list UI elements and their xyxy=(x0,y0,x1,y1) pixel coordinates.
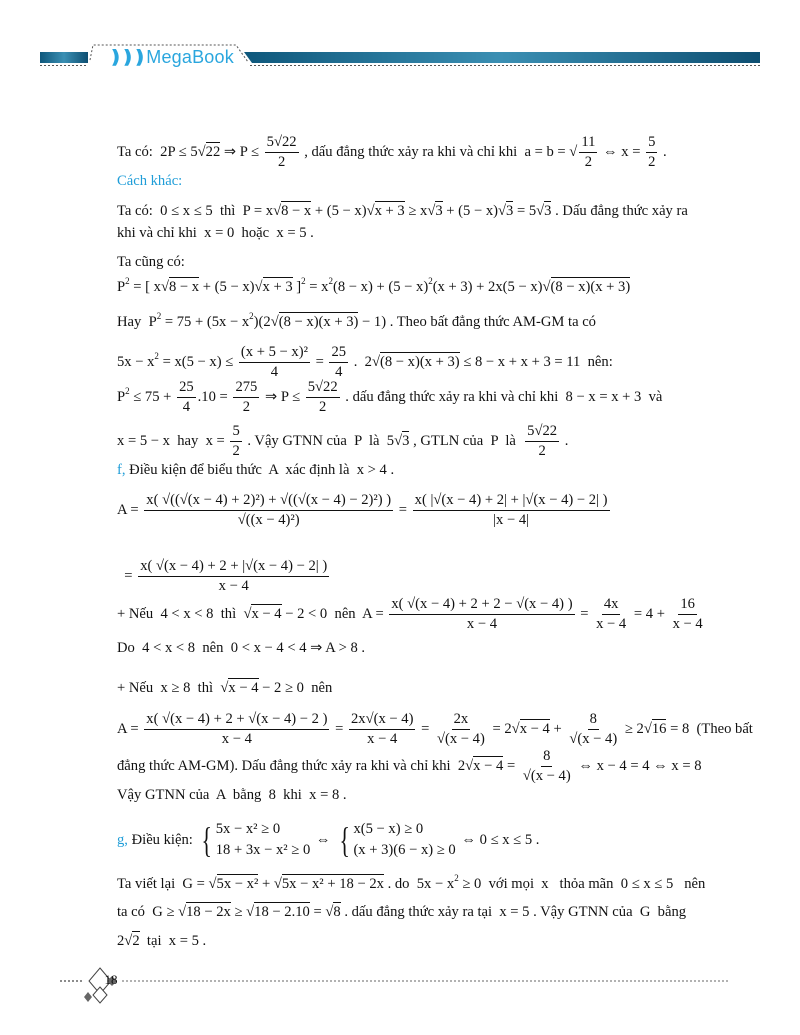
numerator: x( √(x − 4) + 2 + 2 − √(x − 4) ) xyxy=(389,596,574,615)
superscript: 2 xyxy=(154,351,159,361)
text-segment: . do 5x − x xyxy=(383,875,455,892)
numerator: 5√22 xyxy=(265,134,299,153)
superscript: 2 xyxy=(156,311,162,321)
radicand: 8 − x xyxy=(281,202,312,219)
radicand: 3 xyxy=(506,202,514,219)
radical-sign-icon: √ xyxy=(124,932,133,949)
brace-icon: { xyxy=(339,820,350,860)
text-segment: . 2 xyxy=(350,353,372,370)
text-segment: + (5 − x) xyxy=(199,278,255,295)
radicand: 3 xyxy=(544,202,552,219)
fraction xyxy=(329,344,348,381)
text-segment: ≤ 8 − x + x + 3 = 11 nên: xyxy=(459,353,613,370)
radicand: x − 4 xyxy=(251,605,282,622)
text-segment: Hay P xyxy=(117,313,157,330)
fraction xyxy=(567,711,619,748)
text-segment: = 2 xyxy=(488,720,512,737)
radicand: 8 xyxy=(333,903,341,920)
page-header xyxy=(0,0,800,100)
system-row: x(5 − x) ≥ 0 xyxy=(353,821,424,837)
radical-sign-icon: √ xyxy=(325,903,334,920)
numerator: x( √(x − 4) + 2 + |√(x − 4) − 2| ) xyxy=(138,558,329,577)
text-segment: Ta có: 0 ≤ x ≤ 5 thì P = x xyxy=(117,202,274,219)
text-segment: , GTLN của P là xyxy=(409,432,524,449)
square-root xyxy=(178,904,231,921)
square-root xyxy=(644,721,667,738)
denominator: x − 4 xyxy=(218,577,249,594)
radicand: 2 xyxy=(132,932,140,949)
square-root xyxy=(124,933,139,950)
radical-sign-icon: √ xyxy=(643,720,652,737)
fraction xyxy=(435,711,487,748)
denominator: x − 4 xyxy=(466,615,498,632)
text-segment: = xyxy=(309,903,326,920)
radicand: 3 xyxy=(402,432,410,449)
system-rows xyxy=(353,821,455,859)
superscript: 2 xyxy=(125,276,130,286)
fraction xyxy=(239,344,310,381)
radicand: 22 xyxy=(205,143,221,160)
text-segment: . dấu đẳng thức xảy ra tại x = 5 . Vậy GTNN của G bằng xyxy=(340,903,687,920)
text-segment: . xyxy=(659,143,667,160)
text-segment: = xyxy=(503,757,519,774)
superscript: 2 xyxy=(428,276,433,286)
text-segment: + xyxy=(549,720,566,737)
system-row: 5x − x² ≥ 0 xyxy=(215,821,281,837)
fraction xyxy=(306,379,340,416)
logo-text: MegaBook xyxy=(146,47,234,67)
text-segment: Ta cũng có: xyxy=(117,253,185,270)
denominator: 2 xyxy=(538,442,546,459)
square-root xyxy=(512,721,550,738)
text-segment: x = 5 − x hay x = xyxy=(117,432,229,449)
superscript: 2 xyxy=(301,276,306,286)
radicand: x − 4 xyxy=(519,720,550,737)
section-label: f, xyxy=(117,461,126,478)
fraction xyxy=(144,711,329,748)
radicand: (8 − x)(x + 3) xyxy=(550,278,631,295)
radical-sign-icon: √ xyxy=(273,202,282,219)
text-segment: = xyxy=(331,720,347,737)
square-root xyxy=(536,203,551,220)
radical-sign-icon: √ xyxy=(270,313,279,330)
fraction xyxy=(230,423,241,460)
numerator: 25 xyxy=(177,379,196,398)
denominator: x − 4 xyxy=(367,730,398,747)
logo-mark-icon: ❫❫❫ xyxy=(108,47,145,67)
radicand: x + 3 xyxy=(374,202,405,219)
text-segment: ⇒ P ≤ xyxy=(261,389,304,405)
superscript: 2 xyxy=(328,276,333,286)
text-segment: , dấu đẳng thức xảy ra khi và chỉ khi a = b = √ xyxy=(300,143,578,160)
text-segment: Do 4 < x < 8 nên 0 < x − 4 < 4 ⇒ A > 8 . xyxy=(117,640,366,656)
text-segment: = xyxy=(417,720,433,737)
fraction xyxy=(646,134,657,171)
text-segment: 5x − x xyxy=(117,353,155,370)
radical-sign-icon: √ xyxy=(465,757,474,774)
numerator: x( |√(x − 4) + 2| + |√(x − 4) − 2| ) xyxy=(413,492,610,511)
text-segment: = 4 + xyxy=(630,605,669,622)
text-segment: + Nếu 4 < x < 8 thì xyxy=(117,605,244,622)
square-root xyxy=(271,314,359,331)
superscript: 2 xyxy=(125,386,130,396)
text-segment: + Nếu x ≥ 8 thì xyxy=(117,679,221,696)
fraction xyxy=(579,134,597,171)
text-segment: + (5 − x) xyxy=(311,202,367,219)
fraction xyxy=(349,711,415,748)
system-rows xyxy=(216,821,311,859)
text-segment: = xyxy=(311,353,328,370)
text-segment: khi và chỉ khi x = 0 hoặc x = 5 . xyxy=(117,224,314,241)
fraction xyxy=(144,492,393,529)
text-segment: = [ x xyxy=(129,278,161,295)
fraction xyxy=(671,596,705,633)
section-label: Cách khác: xyxy=(117,172,183,189)
square-root xyxy=(198,144,221,161)
radicand: 3 xyxy=(435,202,443,219)
radical-sign-icon: √ xyxy=(197,143,206,160)
text-segment: − 2 ≥ 0 nên xyxy=(258,679,333,696)
square-root xyxy=(427,203,442,220)
text-segment: ] xyxy=(292,278,302,295)
equation-system xyxy=(198,821,310,859)
radicand: 5x − x² + 18 − 2x xyxy=(281,875,384,892)
numerator: 16 xyxy=(678,596,697,615)
section-label: g, xyxy=(117,831,128,848)
radicand: x + 3 xyxy=(262,278,293,295)
denominator: x − 4 xyxy=(672,615,703,632)
text-segment: ≥ 0 với mọi x thỏa mãn 0 ≤ x ≤ 5 nên xyxy=(458,875,706,892)
fraction xyxy=(177,379,196,416)
square-root xyxy=(220,680,258,697)
square-root xyxy=(209,876,259,893)
radical-sign-icon: √ xyxy=(273,875,282,892)
numerator: x( √((√(x − 4) + 2)²) + √((√(x − 4) − 2)²) ) xyxy=(144,492,393,511)
text-segment: P xyxy=(117,388,126,405)
denominator: √(x − 4) xyxy=(569,730,618,747)
text-segment: 2 xyxy=(117,932,125,949)
denominator: 4 xyxy=(335,363,343,380)
fraction xyxy=(525,423,559,460)
text-segment: Điều kiện: xyxy=(127,831,197,848)
superscript: 2 xyxy=(249,311,254,321)
numerator: 25 xyxy=(329,344,348,363)
radicand: x − 4 xyxy=(228,679,259,696)
radical-sign-icon: √ xyxy=(178,903,187,920)
text-segment: P xyxy=(117,278,126,295)
text-segment: = x xyxy=(305,278,329,295)
denominator: 2 xyxy=(277,153,286,170)
numerator: 5 xyxy=(230,423,241,442)
radical-sign-icon: √ xyxy=(160,278,169,295)
text-segment: ⇔ x − 4 = 4 ⇔ x = 8 xyxy=(574,757,702,774)
radical-sign-icon: √ xyxy=(254,278,263,295)
numerator: 275 xyxy=(233,379,259,398)
numerator: 5 xyxy=(646,134,657,153)
page-footer xyxy=(0,955,800,1015)
radicand: x − 4 xyxy=(473,757,504,774)
numerator: 5√22 xyxy=(525,423,559,442)
text-segment: + xyxy=(258,875,274,892)
fraction xyxy=(265,134,299,171)
text-segment: = 75 + (5x − x xyxy=(161,313,250,330)
equation-system xyxy=(336,821,456,859)
text-segment: = x(5 − x) ≤ xyxy=(158,353,237,370)
text-segment: − 1) . Theo bất đẳng thức AM-GM ta có xyxy=(358,313,596,330)
system-row: (x + 3)(6 − x) ≥ 0 xyxy=(353,842,456,858)
text-segment: )(2 xyxy=(253,313,271,330)
denominator: 2 xyxy=(584,153,592,170)
text-segment: A = xyxy=(117,720,143,737)
text-segment: . Vậy GTNN của P là 5 xyxy=(243,432,395,449)
square-root xyxy=(254,279,292,296)
radical-sign-icon: √ xyxy=(220,679,229,696)
square-root xyxy=(372,354,460,371)
text-segment: đẳng thức AM-GM). Dấu đẳng thức xảy ra khi và chỉ khi 2 xyxy=(117,757,466,774)
square-root xyxy=(394,433,409,450)
fraction xyxy=(233,379,259,416)
fraction xyxy=(594,596,628,633)
text-segment: ta có G ≥ xyxy=(117,903,179,920)
text-segment: ≥ x xyxy=(404,202,428,219)
denominator: 2 xyxy=(232,442,240,459)
text-segment: = xyxy=(576,605,593,622)
system-row: 18 + 3x − x² ≥ 0 xyxy=(215,842,311,858)
text-segment: − 2 < 0 nên A = xyxy=(281,605,388,622)
fraction xyxy=(138,558,329,595)
text-segment: = xyxy=(395,501,411,518)
radical-sign-icon: √ xyxy=(243,605,252,622)
denominator: √(x − 4) xyxy=(522,767,571,784)
radicand: (8 − x)(x + 3) xyxy=(379,353,460,370)
text-segment: .10 = xyxy=(197,388,232,405)
megabook-logo xyxy=(108,47,234,68)
radicand: 16 xyxy=(651,720,667,737)
radicand: 18 − 2x xyxy=(186,903,231,920)
radical-sign-icon: √ xyxy=(246,903,255,920)
radical-sign-icon: √ xyxy=(371,353,380,370)
page-number: 18 xyxy=(104,972,118,987)
numerator: 8 xyxy=(541,748,552,767)
numerator: 2x√(x − 4) xyxy=(349,711,415,730)
fraction xyxy=(389,596,574,633)
text-segment: tại x = 5 . xyxy=(139,932,207,949)
radical-sign-icon: √ xyxy=(427,202,436,219)
text-segment: Ta viết lại G = xyxy=(117,875,209,892)
text-segment: ≤ 75 + xyxy=(129,388,176,405)
fraction xyxy=(413,492,610,529)
brace-icon: { xyxy=(201,820,213,860)
square-root xyxy=(246,904,310,921)
numerator: 8 xyxy=(588,711,599,730)
numerator: 11 xyxy=(579,134,597,153)
denominator: x − 4 xyxy=(596,615,627,632)
radical-sign-icon: √ xyxy=(366,202,375,219)
text-segment: + (5 − x) xyxy=(442,202,499,219)
text-segment: = 8 (Theo bất xyxy=(666,720,753,737)
numerator: x( √(x − 4) + 2 + √(x − 4) − 2 ) xyxy=(144,711,329,730)
text-segment: ⇔ xyxy=(312,831,335,848)
denominator: √(x − 4) xyxy=(436,730,485,747)
radical-sign-icon: √ xyxy=(394,432,403,449)
text-segment: . dấu đẳng thức xảy ra khi và chỉ khi 8 − x = x + 3 và xyxy=(341,388,663,405)
radicand: (8 − x)(x + 3) xyxy=(278,313,359,330)
numerator: (x + 5 − x)² xyxy=(239,344,310,363)
text-segment: (x + 3) + 2x(5 − x) xyxy=(432,278,543,295)
numerator: 5√22 xyxy=(306,379,340,398)
square-root xyxy=(273,203,311,220)
radical-sign-icon: √ xyxy=(536,202,545,219)
text-segment: ≥ xyxy=(230,903,247,920)
text-segment: Ta có: 2P ≤ 5 xyxy=(117,143,198,160)
square-root xyxy=(498,203,513,220)
square-root xyxy=(543,279,631,296)
text-segment: = 5 xyxy=(513,202,537,219)
radical-sign-icon: √ xyxy=(542,278,551,295)
square-root xyxy=(325,904,340,921)
radicand: 8 − x xyxy=(168,278,200,295)
denominator: 2 xyxy=(648,153,656,170)
denominator: √((x − 4)²) xyxy=(237,511,300,528)
numerator: 4x xyxy=(602,596,621,615)
square-root xyxy=(367,203,405,220)
text-segment: ⇔ 0 ≤ x ≤ 5 . xyxy=(457,831,540,848)
denominator: x − 4 xyxy=(221,730,252,747)
text-segment: . xyxy=(561,432,569,449)
text-segment: Vậy GTNN của A bằng 8 khi x = 8 . xyxy=(117,786,347,803)
radical-sign-icon: √ xyxy=(511,720,520,737)
text-segment: ⇔ x = xyxy=(599,143,645,160)
text-segment: A = xyxy=(117,501,143,518)
text-segment: Điều kiện để biểu thức A xác định là x > 4 . xyxy=(125,461,395,478)
square-root xyxy=(274,876,384,893)
text-segment: . Dấu đẳng thức xảy ra xyxy=(551,202,688,219)
denominator: 2 xyxy=(319,398,327,415)
text-segment: = xyxy=(117,567,137,584)
square-root xyxy=(243,606,281,623)
square-root xyxy=(465,758,503,775)
fraction xyxy=(521,748,573,785)
superscript: 2 xyxy=(454,873,459,883)
denominator: |x − 4| xyxy=(493,511,530,528)
text-segment: ⇒ P ≤ xyxy=(220,144,263,160)
denominator: 2 xyxy=(242,398,251,415)
radicand: 5x − x² xyxy=(216,875,259,892)
numerator: 2x xyxy=(452,711,471,730)
radicand: 18 − 2.10 xyxy=(254,903,310,920)
text-segment: ≥ 2 xyxy=(621,720,644,737)
text-segment: (8 − x) + (5 − x) xyxy=(332,278,429,295)
radical-sign-icon: √ xyxy=(208,875,217,892)
square-root xyxy=(161,279,199,296)
denominator: 4 xyxy=(270,363,279,380)
denominator: 4 xyxy=(182,398,190,415)
radical-sign-icon: √ xyxy=(498,202,507,219)
